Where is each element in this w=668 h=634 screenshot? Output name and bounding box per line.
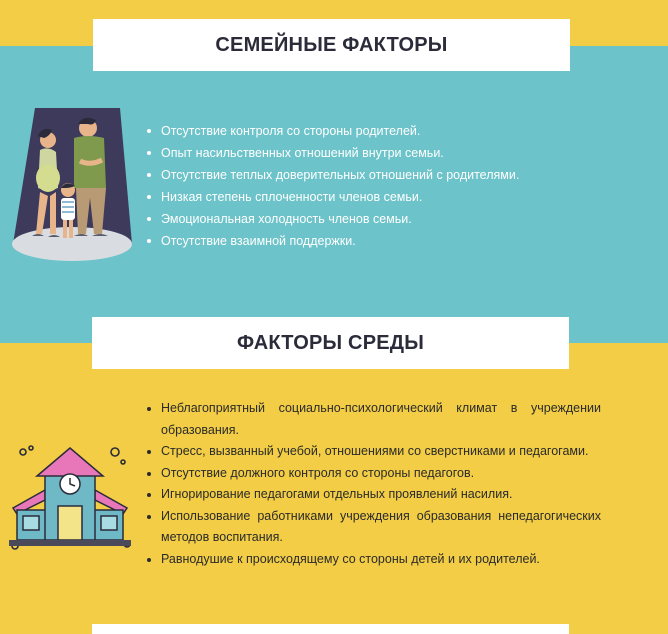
family-factors-title: СЕМЕЙНЫЕ ФАКТОРЫ bbox=[215, 33, 448, 56]
list-item: Стресс, вызванный учебой, отношениями со сверстниками и педагогами. bbox=[145, 441, 601, 463]
list-item: Равнодушие к происходящему со стороны детей и их родителей. bbox=[145, 549, 601, 571]
list-item: Неблагоприятный социально-психологический климат в учреждении образования. bbox=[145, 398, 601, 441]
next-section-title-box bbox=[92, 624, 569, 634]
family-factors-list bbox=[145, 120, 585, 252]
environment-factors-title: ФАКТОРЫ СРЕДЫ bbox=[236, 331, 425, 354]
family-factors-title-box bbox=[93, 19, 570, 71]
school-building-icon bbox=[5, 440, 135, 555]
environment-factors-list bbox=[145, 398, 601, 570]
list-item: Игнорирование педагогами отдельных проявлений насилия. bbox=[145, 484, 601, 506]
list-item: Отсутствие должного контроля со стороны педагогов. bbox=[145, 463, 601, 485]
environment-factors-title-box bbox=[92, 317, 569, 369]
list-item: Отсутствие теплых доверительных отношений с родителями. bbox=[145, 164, 585, 186]
family-conflict-icon bbox=[10, 106, 135, 266]
list-item: Использование работниками учреждения образования непедагогических методов воспитания. bbox=[145, 506, 601, 549]
list-item: Низкая степень сплоченности членов семьи. bbox=[145, 186, 585, 208]
list-item: Отсутствие контроля со стороны родителей. bbox=[145, 120, 585, 142]
list-item: Отсутствие взаимной поддержки. bbox=[145, 230, 585, 252]
list-item: Эмоциональная холодность членов семьи. bbox=[145, 208, 585, 230]
list-item: Опыт насильственных отношений внутри семьи. bbox=[145, 142, 585, 164]
